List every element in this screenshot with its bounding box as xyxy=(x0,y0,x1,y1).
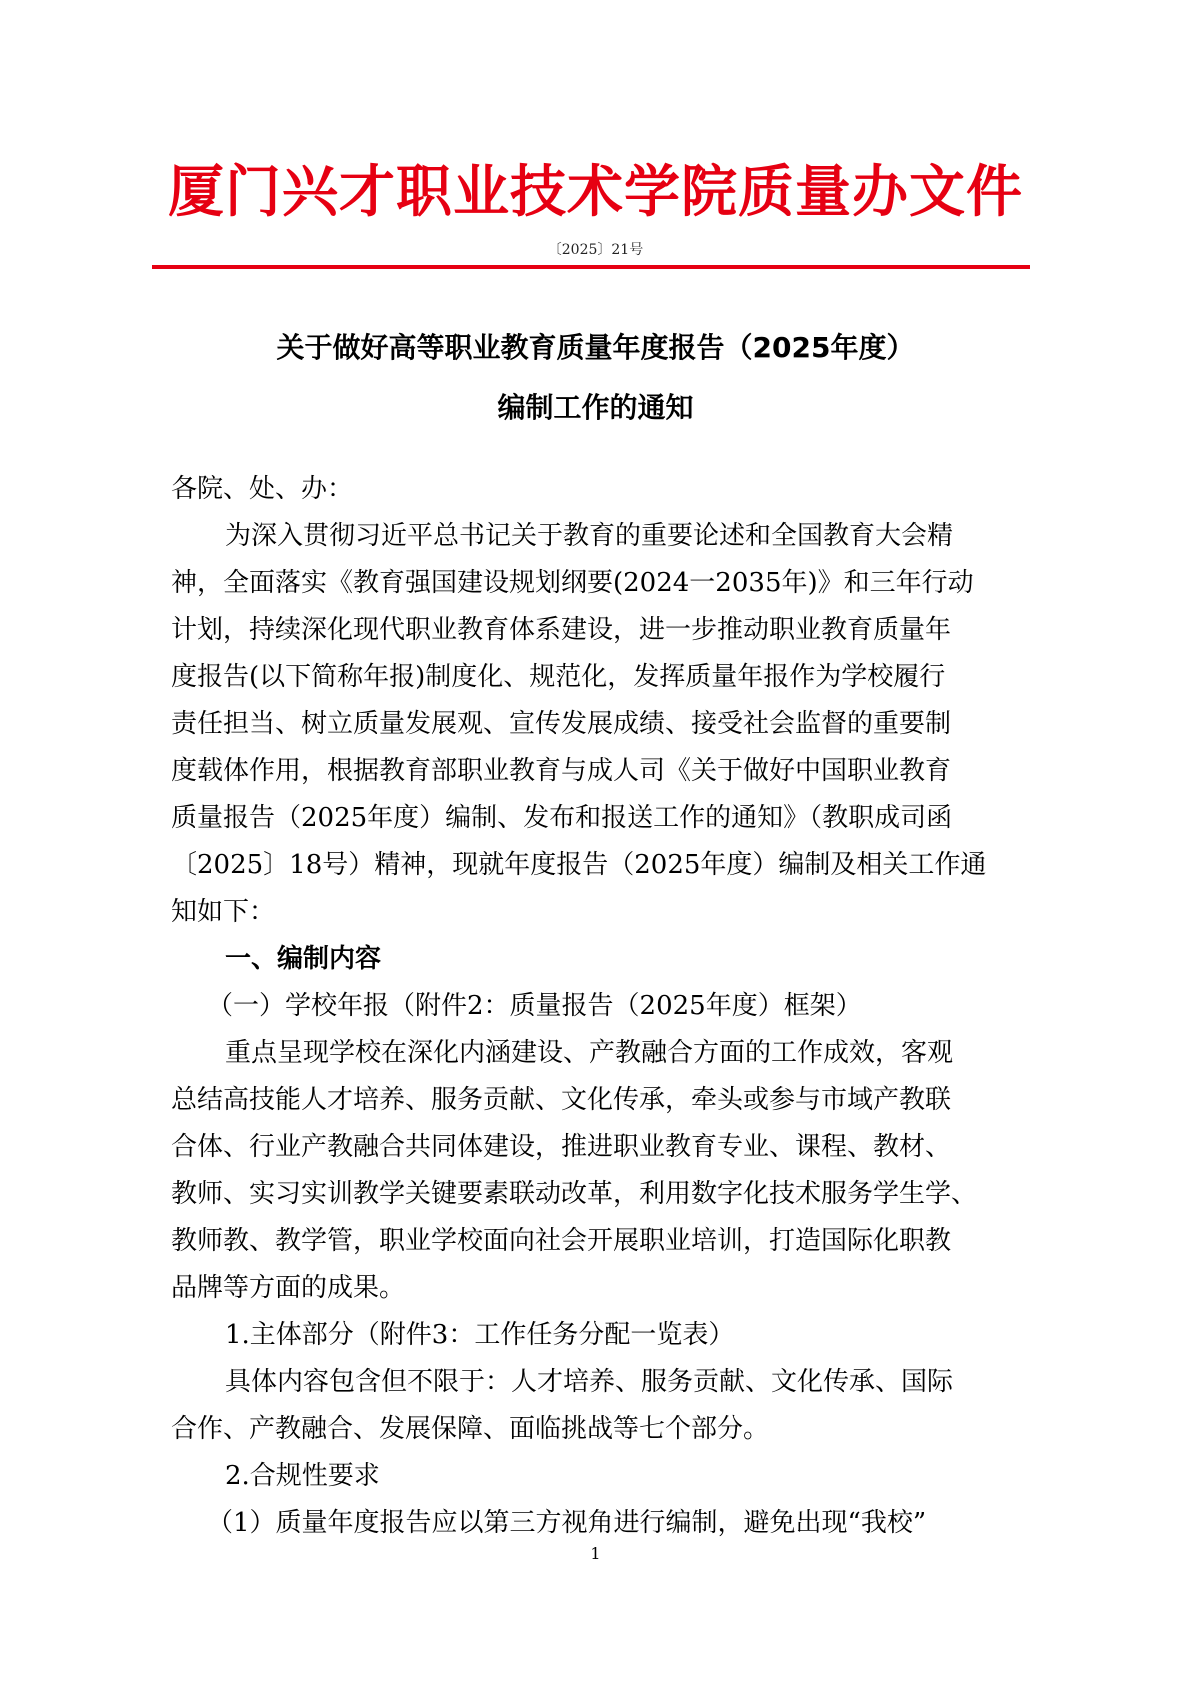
red-divider-line xyxy=(152,265,1030,269)
body-line: 品牌等方面的成果。 xyxy=(171,1273,406,1303)
body-line: 总结高技能人才培养、服务贡献、文化传承，牵头或参与市域产教联 xyxy=(171,1085,952,1115)
item-heading: 1.主体部分（附件3：工作任务分配一览表） xyxy=(225,1320,735,1350)
body-line: 质量报告（2025年度）编制、发布和报送工作的通知》（教职成司函 xyxy=(171,803,953,833)
body-line: 合作、产教融合、发展保障、面临挑战等七个部分。 xyxy=(171,1414,770,1444)
body-line: 〔2025〕18号）精神，现就年度报告（2025年度）编制及相关工作通 xyxy=(171,850,987,880)
document-body xyxy=(171,466,1031,1547)
notice-title-line-1: 关于做好高等职业教育质量年度报告（2025年度） xyxy=(276,331,915,364)
body-line: 教师教、教学管，职业学校面向社会开展职业培训，打造国际化职教 xyxy=(171,1226,952,1256)
item-heading: 2.合规性要求 xyxy=(225,1461,380,1491)
body-line: （1）质量年度报告应以第三方视角进行编制，避免出现“我校” xyxy=(207,1508,927,1538)
notice-title-line-2: 编制工作的通知 xyxy=(497,391,694,424)
page-number: 1 xyxy=(590,1544,601,1563)
body-line: 具体内容包含但不限于：人才培养、服务贡献、文化传承、国际 xyxy=(225,1367,954,1397)
salutation: 各院、处、办： xyxy=(171,474,354,504)
body-line: 度载体作用，根据教育部职业教育与成人司《关于做好中国职业教育 xyxy=(171,756,952,786)
subsection-heading: （一）学校年报（附件2：质量报告（2025年度）框架） xyxy=(207,991,862,1021)
body-line: 为深入贯彻习近平总书记关于教育的重要论述和全国教育大会精 xyxy=(225,521,954,551)
body-line: 教师、实习实训教学关键要素联动改革，利用数字化技术服务学生学、 xyxy=(171,1179,978,1209)
body-line: 重点呈现学校在深化内涵建设、产教融合方面的工作成效，客观 xyxy=(225,1038,954,1068)
body-line: 合体、行业产教融合共同体建设，推进职业教育专业、课程、教材、 xyxy=(171,1132,952,1162)
body-line: 神，全面落实《教育强国建设规划纲要(2024一2035年)》和三年行动 xyxy=(171,568,974,598)
body-line: 知如下： xyxy=(171,897,276,927)
body-line: 责任担当、树立质量发展观、宣传发展成绩、接受社会监督的重要制 xyxy=(171,709,952,739)
section-heading: 一、编制内容 xyxy=(225,944,382,974)
body-line: 度报告(以下简称年报)制度化、规范化，发挥质量年报作为学校履行 xyxy=(171,662,946,692)
body-line: 计划，持续深化现代职业教育体系建设，进一步推动职业教育质量年 xyxy=(171,615,952,645)
document-number: 〔2025〕21号 xyxy=(547,242,644,258)
document-header-title: 厦门兴才职业技术学院质量办文件 xyxy=(168,159,1023,225)
